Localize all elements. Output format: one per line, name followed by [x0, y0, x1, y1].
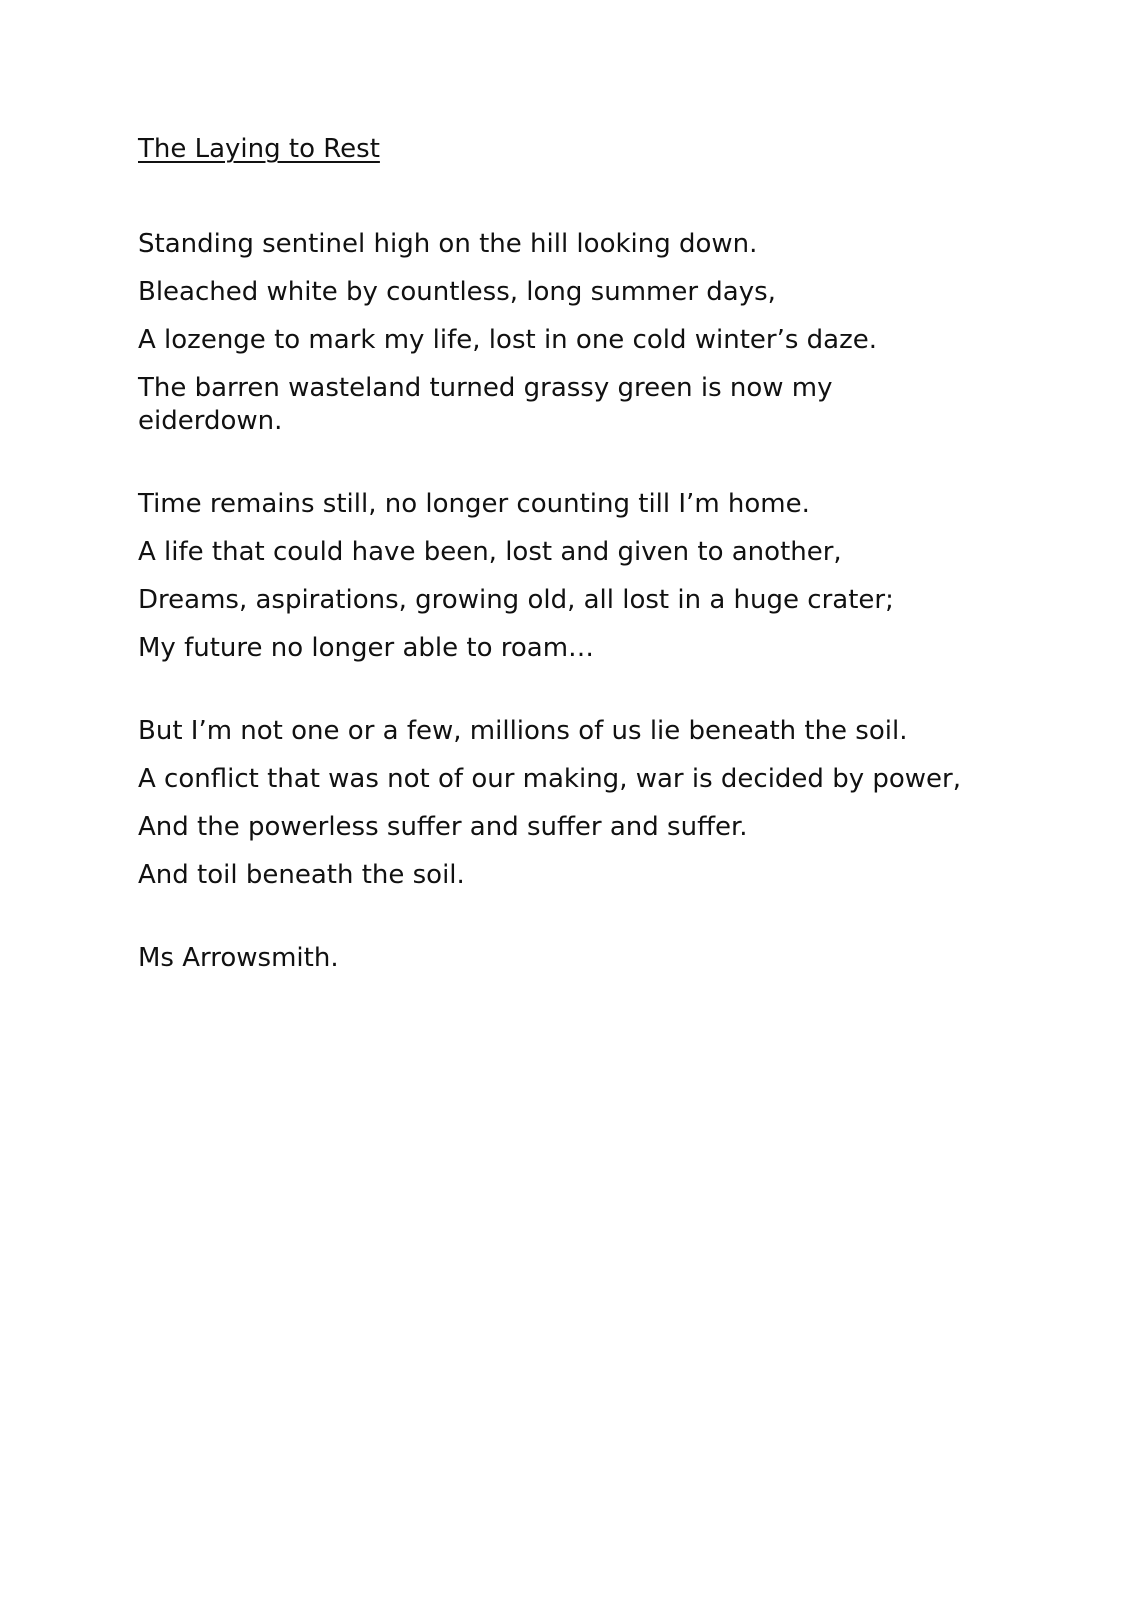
stanza-3	[138, 715, 998, 892]
poem-line: Bleached white by countless, long summer days,	[138, 277, 776, 307]
stanza-1	[138, 228, 998, 438]
poem-line: Standing sentinel high on the hill looking down.	[138, 229, 758, 259]
poem-line: Dreams, aspirations, growing old, all lost in a huge crater;	[138, 585, 894, 615]
poem-line: A lozenge to mark my life, lost in one cold winter’s daze.	[138, 325, 878, 355]
poem-line: A life that could have been, lost and given to another,	[138, 537, 842, 567]
poem-line: A conflict that was not of our making, war is decided by power,	[138, 764, 961, 794]
poem-line: And toil beneath the soil.	[138, 860, 465, 890]
poem-line: My future no longer able to roam…	[138, 633, 595, 663]
stanza-2	[138, 488, 998, 665]
poem-line: The barren wasteland turned grassy green is now my eiderdown.	[138, 373, 833, 436]
author-signature: Ms Arrowsmith.	[138, 943, 339, 973]
poem-line: Time remains still, no longer counting till I’m home.	[138, 489, 810, 519]
poem-line: But I’m not one or a few, millions of us lie beneath the soil.	[138, 716, 908, 746]
poem-line: And the powerless suffer and suffer and suffer.	[138, 812, 748, 842]
poem-title: The Laying to Rest	[138, 134, 380, 164]
poem-body	[138, 132, 998, 975]
